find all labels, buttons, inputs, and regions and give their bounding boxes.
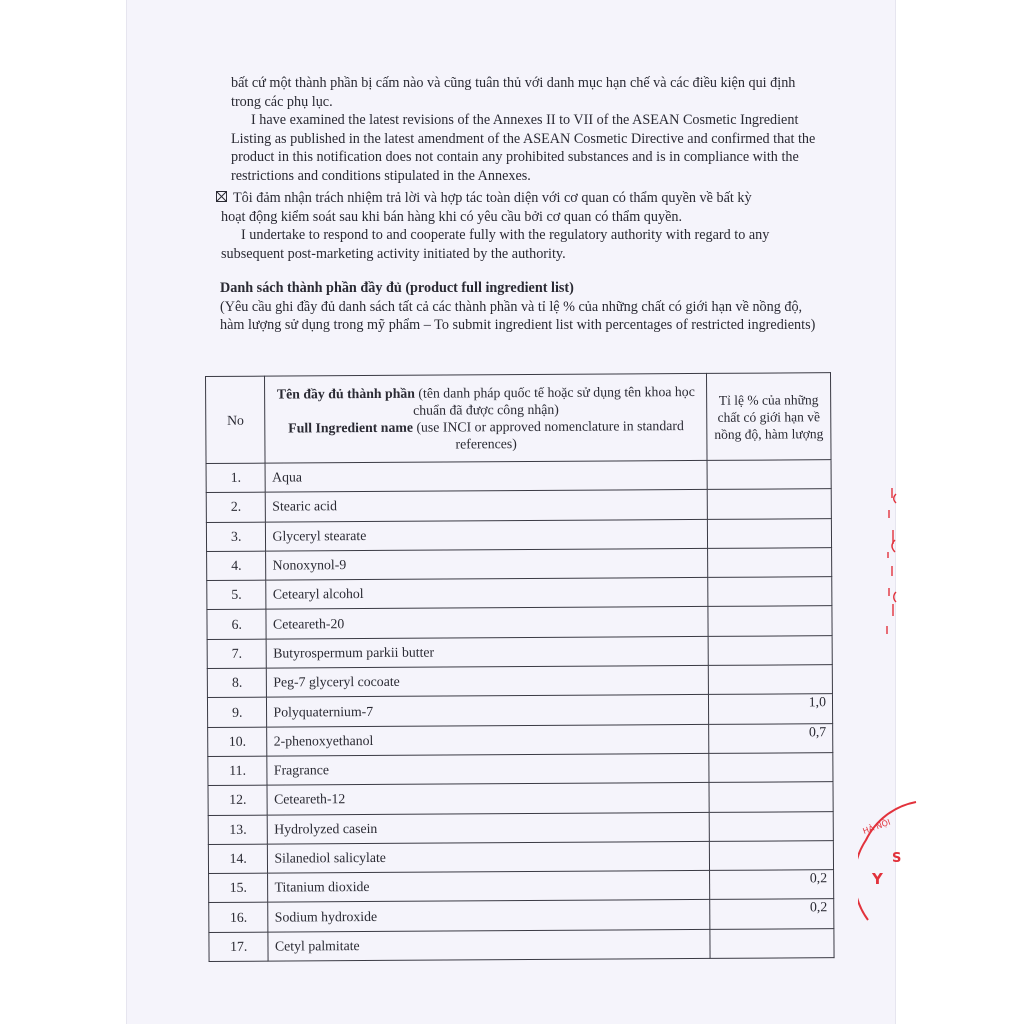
row-number: 10. (208, 727, 268, 757)
row-number: 17. (209, 932, 269, 962)
table-row (206, 460, 831, 493)
undertaking-vi-line1: Tôi đảm nhận trách nhiệm trả lời và hợp tác toàn diện với cơ quan có thẩm quyền về bất kỳ (233, 190, 752, 206)
ingredient-percentage (707, 489, 831, 519)
ingredient-name: Fragrance (267, 753, 709, 785)
column-header-name-en-bold: Full Ingredient name (288, 419, 414, 436)
column-header-name-en-rest: (use INCI or approved nomenclature in standard references) (416, 418, 684, 452)
row-number: 16. (209, 903, 269, 933)
ingredient-percentage (708, 635, 832, 665)
table-row (207, 665, 832, 698)
ingredient-name: Hydrolyzed casein (268, 812, 710, 844)
ingredient-name: Ceteareth-12 (267, 783, 709, 815)
column-header-name-vi-bold: Tên đầy đủ thành phần (276, 385, 415, 402)
compliance-paragraph (231, 74, 821, 185)
ingredient-percentage (709, 753, 833, 783)
row-number: 4. (207, 551, 267, 581)
ingredient-section-note: (Yêu cầu ghi đầy đủ danh sách tất cả các thành phần và tỉ lệ % của những chất có giới hạn về nồng độ, hàm lượng sử dụng trong mỹ phẩm – To submit ingredient list with percentages of restricted ingredients) (220, 298, 816, 333)
table-row (208, 782, 833, 815)
row-number: 1. (206, 463, 266, 493)
column-header-no: No (206, 376, 266, 463)
ingredient-name: Peg-7 glyceryl cocoate (267, 666, 709, 698)
table-row (208, 723, 833, 756)
ingredient-percentage (708, 577, 832, 607)
ingredient-name: Ceteareth-20 (266, 607, 708, 639)
ingredient-name: Sodium hydroxide (268, 900, 710, 932)
ingredient-percentage (708, 606, 832, 636)
checked-box-icon (216, 191, 227, 202)
ingredient-name: Polyquaternium-7 (267, 695, 709, 727)
ingredient-name: Glyceryl stearate (266, 519, 708, 551)
row-number: 12. (208, 785, 268, 815)
ingredient-percentage (710, 928, 834, 958)
row-number: 2. (206, 492, 266, 522)
seal-fragment-lower (858, 800, 918, 940)
ingredient-name: Nonoxynol-9 (266, 548, 708, 580)
ingredient-name: Butyrospermum parkii butter (267, 636, 709, 668)
seal-fragment-upper (876, 480, 898, 640)
ingredient-percentage (709, 811, 833, 841)
table-row (209, 899, 834, 932)
table-row (208, 841, 833, 874)
table-row (207, 694, 832, 727)
ingredient-name: Cetyl palmitate (268, 929, 710, 961)
table-row (208, 753, 833, 786)
table-row (207, 577, 832, 610)
undertaking-vi-line2: hoạt động kiểm soát sau khi bán hàng khi có yêu cầu bởi cơ quan có thẩm quyền. (221, 208, 683, 225)
ingredient-percentage: 1,0 (708, 694, 832, 724)
table-row (206, 489, 831, 522)
table-row (208, 811, 833, 844)
ingredient-percentage: 0,7 (709, 723, 833, 753)
ingredient-name: 2-phenoxyethanol (267, 724, 709, 756)
row-number: 5. (207, 580, 267, 610)
ingredient-section-intro (220, 279, 820, 335)
column-header-name-vi-rest: (tên danh pháp quốc tế hoặc sử dụng tên khoa học chuẩn đã được công nhận) (412, 384, 695, 418)
undertaking-paragraph (216, 189, 816, 263)
row-number: 9. (207, 698, 267, 728)
row-number: 11. (208, 756, 268, 786)
compliance-vi-text: bất cứ một thành phần bị cấm nào và cũng tuân thủ với danh mục hạn chế và các điều kiện qui định trong các phụ lục. (231, 75, 796, 110)
seal-letter-y: Y (872, 870, 883, 888)
table-row (206, 518, 831, 551)
ingredient-percentage: 0,2 (710, 899, 834, 929)
ingredient-percentage: 0,2 (710, 870, 834, 900)
table-row (209, 870, 834, 903)
seal-letter-s: S (892, 851, 902, 866)
row-number: 8. (207, 668, 267, 698)
row-number: 7. (207, 639, 267, 669)
row-number: 13. (208, 815, 268, 845)
table-row (207, 606, 832, 639)
row-number: 15. (209, 873, 269, 903)
table-row (207, 635, 832, 668)
ingredient-section-heading: Danh sách thành phần đầy đủ (product full ingredient list) (220, 280, 574, 296)
column-header-name (265, 373, 707, 463)
ingredient-percentage (708, 548, 832, 578)
row-number: 14. (208, 844, 268, 874)
ingredient-percentage (709, 841, 833, 871)
ingredient-percentage (707, 518, 831, 548)
ingredient-name: Silanediol salicylate (268, 841, 710, 873)
ingredient-percentage (707, 460, 831, 490)
table-row (209, 928, 834, 961)
undertaking-en-text: I undertake to respond to and cooperate fully with the regulatory authority with regard to any subsequent post-marketing activity initiated by the authority. (221, 227, 770, 262)
ingredient-name: Cetearyl alcohol (266, 578, 708, 610)
row-number: 6. (207, 610, 267, 640)
ingredient-percentage (709, 782, 833, 812)
table-row (207, 548, 832, 581)
table-header-row (206, 373, 832, 464)
column-header-percentage: Tỉ lệ % của những chất có giới hạn về nồng độ, hàm lượng (706, 373, 831, 461)
ingredient-table (205, 372, 835, 962)
seal-fragment-text: HÀ NỘI (861, 817, 892, 836)
ingredient-name: Stearic acid (266, 490, 708, 522)
ingredient-percentage (708, 665, 832, 695)
ingredient-name: Aqua (266, 460, 708, 492)
compliance-en-text: I have examined the latest revisions of the Annexes II to VII of the ASEAN Cosmetic Ingredient Listing as published in the latest amendment of the ASEAN Cosmetic Directive and confirmed that the product in this notification does not contain any prohibited substances and is in compliance with the restrictions and conditions stipulated in the Annexes. (231, 112, 816, 184)
row-number: 3. (206, 522, 266, 552)
ingredient-name: Titanium dioxide (268, 871, 710, 903)
